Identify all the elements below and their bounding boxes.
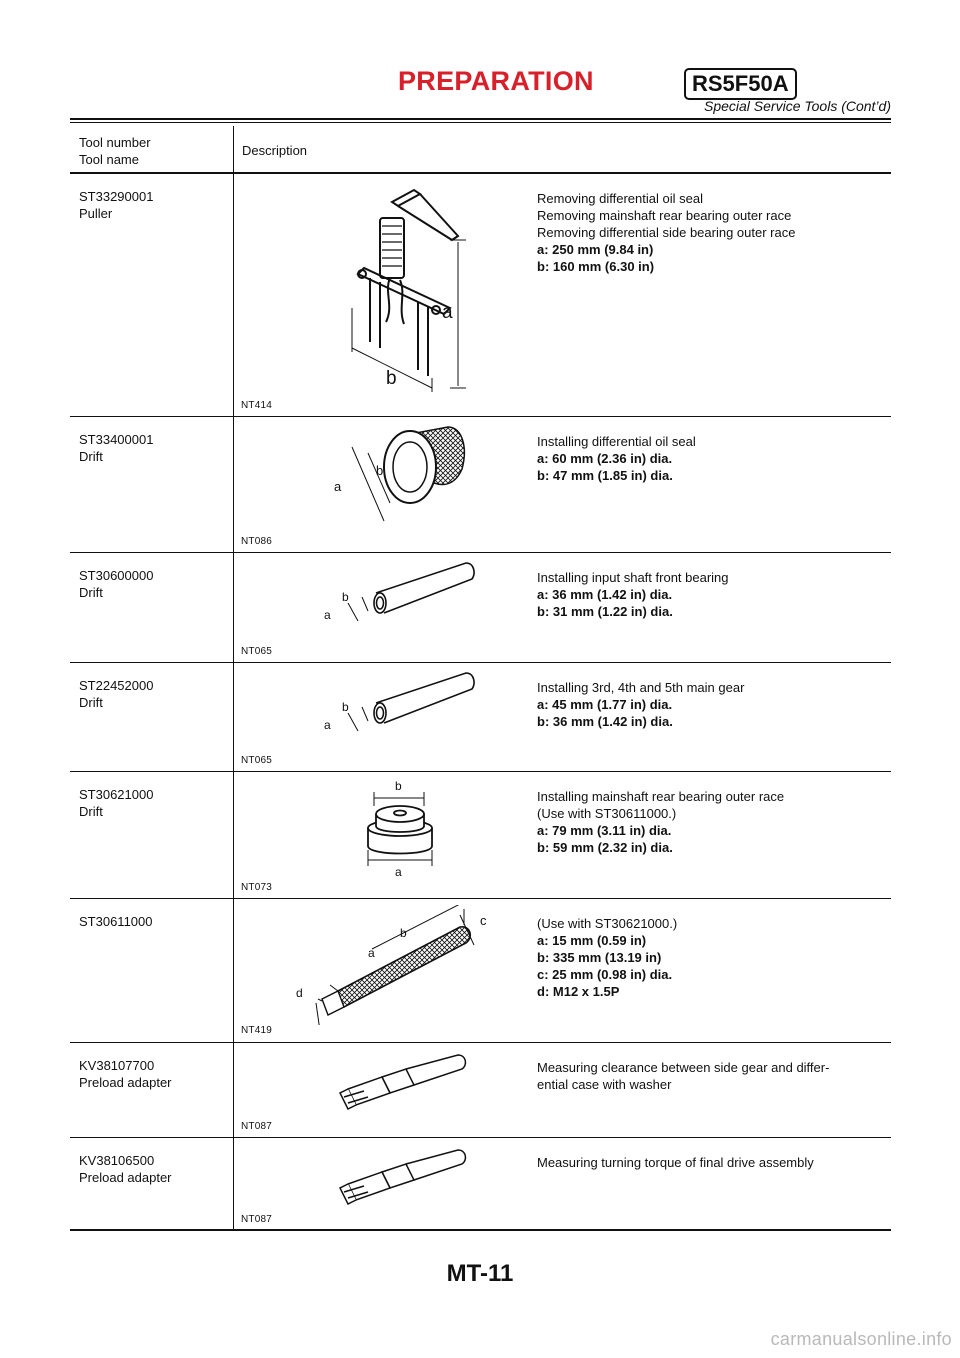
figure-label: a [324, 718, 331, 732]
description-cell [537, 679, 889, 730]
tool-cell [79, 677, 153, 711]
figure-label: a [395, 865, 402, 878]
tool-name-header: Tool name [79, 152, 139, 167]
table-row [70, 1138, 891, 1231]
description-line: ential case with washer [537, 1077, 672, 1092]
table-row [70, 553, 891, 663]
tool-cell [79, 188, 153, 222]
table-header-row [70, 126, 891, 174]
section-subtitle: Special Service Tools (Cont’d) [703, 98, 891, 114]
tool-number: ST30621000 [79, 787, 154, 802]
spec-line: b: 160 mm (6.30 in) [537, 259, 655, 274]
spec-line: a: 45 mm (1.77 in) dia. [537, 697, 673, 712]
drift-tube-illustration [318, 669, 478, 741]
description-line: Installing differential oil seal [537, 434, 696, 449]
page-title: PREPARATION [398, 66, 594, 96]
tool-number: ST30611000 [79, 914, 153, 929]
figure-label: d [296, 986, 303, 1000]
spec-line: a: 36 mm (1.42 in) dia. [537, 587, 673, 602]
figure-label: b [342, 590, 349, 604]
tool-cell [79, 786, 153, 820]
preload-adapter-illustration [334, 1144, 474, 1214]
figure-label: b [395, 779, 402, 793]
special-service-tools-table [70, 126, 891, 1231]
description-cell [537, 1154, 889, 1171]
spec-line: b: 36 mm (1.42 in) dia. [537, 714, 673, 729]
description-cell [537, 569, 889, 620]
figure-label: c [480, 913, 487, 928]
tool-cell [79, 1057, 172, 1091]
description-line: (Use with ST30611000.) [537, 806, 677, 821]
tool-number: KV38107700 [79, 1058, 155, 1073]
tool-cell [79, 431, 153, 465]
table-row [70, 899, 891, 1043]
drift-tube-illustration [318, 559, 478, 631]
spec-line: a: 15 mm (0.59 in) [537, 933, 647, 948]
model-badge: RS5F50A [684, 68, 797, 100]
drift-illustration [328, 423, 478, 523]
description-column-header: Description [242, 143, 308, 158]
tool-number: ST30600000 [79, 568, 154, 583]
figure-label: a [324, 608, 331, 622]
table-row [70, 772, 891, 899]
spec-line: b: 335 mm (13.19 in) [537, 950, 662, 965]
tool-cell [79, 1152, 172, 1186]
description-cell [537, 1059, 889, 1093]
figure-code: NT419 [241, 1025, 273, 1036]
figure-code: NT087 [241, 1121, 273, 1132]
description-line: Removing mainshaft rear bearing outer race [537, 208, 792, 223]
tool-number: ST33290001 [79, 189, 154, 204]
tool-name: Drift [79, 585, 103, 600]
description-line: Installing input shaft front bearing [537, 570, 729, 585]
figure-code: NT414 [241, 400, 273, 411]
tool-column-header [79, 134, 151, 168]
spec-line: b: 31 mm (1.22 in) dia. [537, 604, 673, 619]
description-line: Installing 3rd, 4th and 5th main gear [537, 680, 745, 695]
spec-line: c: 25 mm (0.98 in) dia. [537, 967, 673, 982]
puller-illustration [340, 182, 470, 392]
table-row [70, 663, 891, 772]
figure-label: b [376, 463, 384, 478]
figure-code: NT087 [241, 1214, 273, 1225]
description-line: Installing mainshaft rear bearing outer race [537, 789, 785, 804]
tool-name: Preload adapter [79, 1075, 172, 1090]
tool-name: Drift [79, 695, 103, 710]
description-line: Measuring clearance between side gear and differ- [537, 1060, 830, 1075]
tool-number: ST22452000 [79, 678, 154, 693]
header-rule-thin [70, 122, 891, 123]
description-line: Measuring turning torque of final drive assembly [537, 1155, 814, 1170]
figure-label: a [334, 479, 342, 494]
table-row [70, 1043, 891, 1138]
tool-number: KV38106500 [79, 1153, 155, 1168]
figure-code: NT065 [241, 755, 273, 766]
header-rule [70, 118, 891, 120]
tool-cell [79, 567, 153, 601]
tool-name: Drift [79, 449, 103, 464]
preload-adapter-illustration [334, 1049, 474, 1119]
description-cell [537, 788, 889, 856]
tool-number: ST33400001 [79, 432, 154, 447]
spec-line: b: 47 mm (1.85 in) dia. [537, 468, 673, 483]
watermark: carmanualsonline.info [770, 1329, 952, 1349]
figure-code: NT073 [241, 882, 273, 893]
description-line: Removing differential side bearing outer race [537, 225, 796, 240]
bar-drift-illustration [292, 905, 492, 1025]
tool-name: Preload adapter [79, 1170, 172, 1185]
description-line: (Use with ST30621000.) [537, 916, 678, 931]
table-row [70, 417, 891, 553]
tool-cell [79, 913, 153, 930]
spec-line: a: 60 mm (2.36 in) dia. [537, 451, 673, 466]
table-row [70, 174, 891, 417]
description-cell [537, 433, 889, 484]
description-cell [537, 190, 889, 275]
figure-code: NT086 [241, 536, 273, 547]
figure-label: b [386, 368, 397, 389]
spec-line: a: 250 mm (9.84 in) [537, 242, 654, 257]
spec-line: b: 59 mm (2.32 in) dia. [537, 840, 673, 855]
description-cell [537, 915, 889, 1000]
figure-code: NT065 [241, 646, 273, 657]
spec-line: a: 79 mm (3.11 in) dia. [537, 823, 672, 838]
tool-number-header: Tool number [79, 135, 151, 150]
description-line: Removing differential oil seal [537, 191, 703, 206]
figure-label: a [442, 302, 453, 323]
spec-line: d: M12 x 1.5P [537, 984, 620, 999]
figure-label: b [342, 700, 349, 714]
drift-cup-illustration [360, 778, 450, 878]
tool-name: Puller [79, 206, 113, 221]
figure-label: b [400, 926, 407, 940]
tool-name: Drift [79, 804, 103, 819]
page-number: MT-11 [446, 1260, 514, 1287]
figure-label: a [368, 946, 375, 960]
